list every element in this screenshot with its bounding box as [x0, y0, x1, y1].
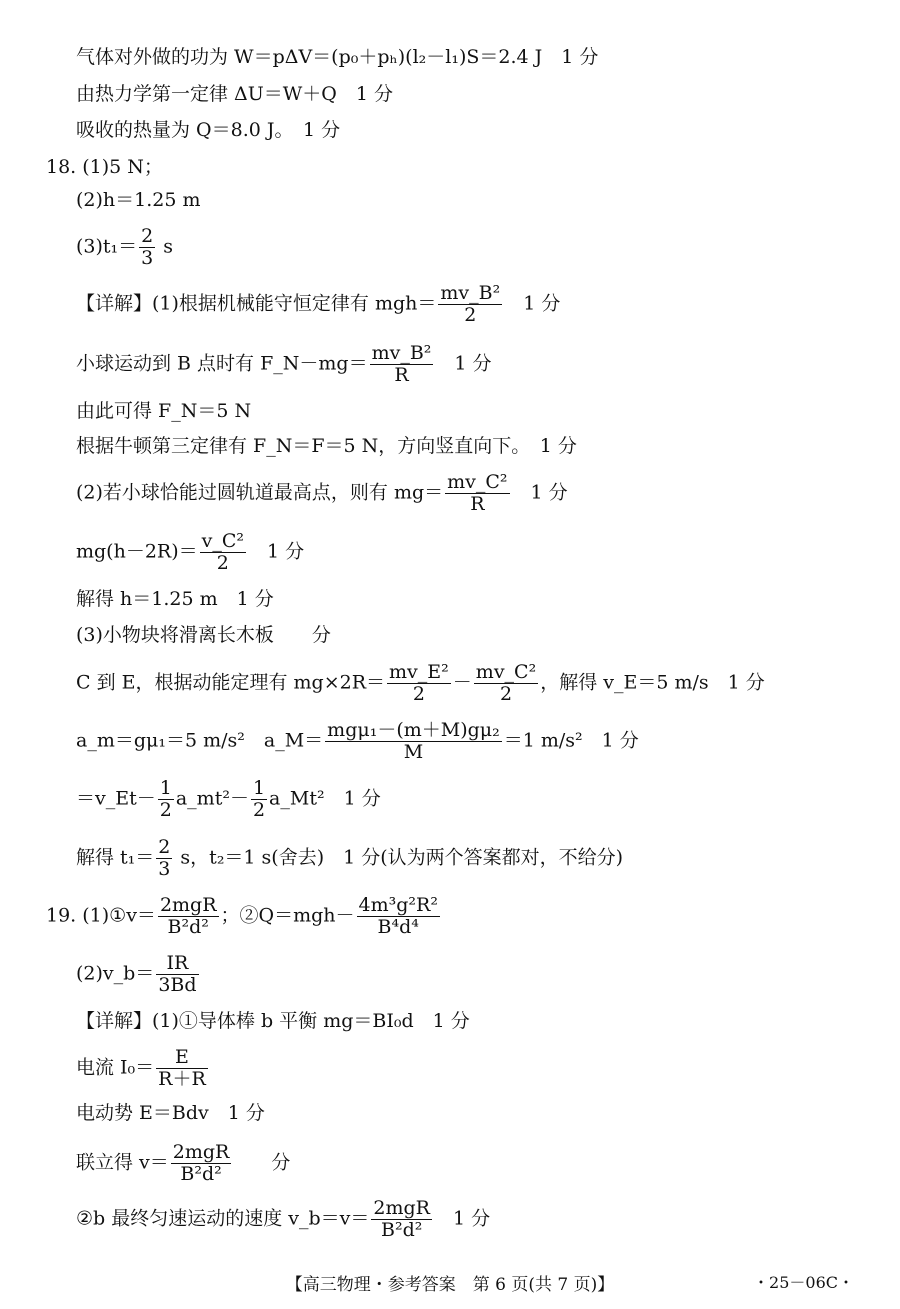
denominator: 2 — [412, 682, 425, 705]
text-line: 气体对外做的功为 W＝pΔV＝(p₀＋pₕ)(l₂－l₁)S＝2.4 J 1 分 — [76, 46, 599, 68]
numerator: mv_E² — [389, 661, 449, 683]
expr-text: ＝v_Et－ — [76, 787, 156, 810]
detail-line — [76, 472, 568, 515]
question-18-answer-3 — [76, 226, 173, 269]
detail-line — [76, 837, 623, 880]
detail-line — [76, 778, 381, 821]
expr-text: ；②Q＝mgh－ — [220, 904, 355, 927]
fraction — [139, 226, 155, 269]
denominator: B²d² — [381, 1218, 423, 1241]
expr-text: 1 分 — [248, 540, 305, 563]
fraction — [158, 778, 174, 821]
denominator: 2 — [252, 798, 266, 821]
denominator: 3 — [158, 857, 171, 880]
question-19-answer-2 — [76, 953, 201, 996]
fraction — [445, 472, 509, 515]
denominator: B²d² — [167, 915, 209, 938]
detail-line — [76, 531, 304, 574]
detail-line — [76, 1047, 210, 1090]
question-18-answer-1: 18. (1)5 N； — [46, 156, 163, 178]
denominator: R — [394, 363, 409, 386]
fraction — [158, 895, 219, 938]
fraction — [371, 1198, 432, 1241]
expr-text: ，解得 v_E＝5 m/s 1 分 — [540, 671, 765, 694]
numerator: IR — [156, 953, 198, 975]
denominator: 2 — [499, 682, 513, 705]
expr-text: a_mt²－ — [175, 787, 249, 810]
detail-line — [76, 720, 639, 763]
numerator: v_C² — [201, 530, 245, 552]
denominator: 3 — [141, 246, 154, 269]
exam-code: ・25－06C・ — [753, 1273, 854, 1292]
expr-text: 解得 t₁＝ — [76, 846, 155, 869]
expr-text: 1 分 — [435, 352, 492, 375]
text-line: 吸收的热量为 Q＝8.0 J。 1 分 — [76, 119, 341, 141]
denominator: 2 — [464, 303, 477, 326]
expr-text: 1 分 — [511, 481, 568, 504]
detail-line: 解得 h＝1.25 m 1 分 — [76, 588, 274, 610]
page-footer: 【高三物理・参考答案 第 6 页(共 7 页)】 — [285, 1275, 615, 1295]
numerator: 1 — [159, 777, 172, 799]
detail-line — [76, 283, 560, 326]
numerator: 2 — [158, 836, 171, 858]
expr-text: ＝1 m/s² 1 分 — [503, 729, 639, 752]
denominator: 2 — [216, 551, 229, 574]
detail-line — [76, 343, 492, 386]
numerator: 2 — [141, 225, 154, 247]
numerator: 2mgR — [373, 1197, 430, 1219]
denominator: 2 — [159, 798, 172, 821]
expr-text: 联立得 v＝ — [76, 1151, 169, 1174]
detail-line: 根据牛顿第三定律有 F_N＝F＝5 N，方向竖直向下。 1 分 — [76, 435, 577, 457]
fraction — [370, 343, 434, 386]
numerator: 4m³g²R² — [358, 894, 438, 916]
detail-line: (3)小物块将滑离长木板 分 — [76, 624, 331, 646]
detail-line: 由此可得 F_N＝5 N — [76, 400, 252, 422]
expr-text: 电流 I₀＝ — [76, 1056, 155, 1079]
fraction — [156, 837, 172, 880]
expr-text: 【详解】(1)根据机械能守恒定律有 mgh＝ — [76, 292, 437, 315]
numerator: mv_C² — [447, 471, 508, 493]
expr-text: a_m＝gμ₁＝5 m/s² a_M＝ — [76, 729, 324, 752]
expr-text: ②b 最终匀速运动的速度 v_b＝v＝ — [76, 1207, 370, 1230]
numerator: mv_B² — [440, 282, 501, 304]
fraction — [156, 953, 198, 996]
denominator: B²d² — [180, 1162, 222, 1185]
fraction — [251, 778, 267, 821]
denominator: B⁴d⁴ — [377, 915, 419, 938]
fraction — [438, 283, 502, 326]
fraction — [387, 662, 451, 705]
expr-text: 分 — [233, 1151, 291, 1174]
fraction — [200, 531, 246, 574]
expr-text: － — [452, 671, 472, 694]
expr-text: s — [157, 235, 174, 258]
text-line: 由热力学第一定律 ΔU＝W＋Q 1 分 — [76, 83, 394, 105]
expr-text: (2)v_b＝ — [76, 962, 155, 985]
numerator: 2mgR — [159, 894, 217, 916]
detail-line — [76, 1198, 490, 1241]
expr-text: (2)若小球恰能过圆轨道最高点，则有 mg＝ — [76, 481, 444, 504]
fraction — [357, 895, 440, 938]
expr-text: mg(h－2R)＝ — [76, 540, 198, 563]
expr-text: a_Mt² 1 分 — [269, 787, 381, 810]
question-19-answer-1 — [46, 895, 442, 938]
expr-text: 1 分 — [504, 292, 561, 315]
expr-text: 小球运动到 B 点时有 F_N－mg＝ — [76, 352, 368, 375]
numerator: mv_B² — [371, 342, 432, 364]
denominator: M — [403, 740, 424, 763]
expr-text: (3)t₁＝ — [76, 235, 138, 258]
detail-line — [76, 662, 765, 705]
numerator: mv_C² — [475, 661, 537, 683]
numerator: 1 — [252, 777, 266, 799]
numerator: 2mgR — [172, 1141, 230, 1163]
expr-text: s，t₂＝1 s(舍去) 1 分(认为两个答案都对，不给分) — [174, 846, 624, 869]
denominator: 3Bd — [158, 973, 197, 996]
denominator: R — [470, 492, 485, 515]
detail-line: 【详解】(1)①导体棒 b 平衡 mg＝BI₀d 1 分 — [76, 1010, 470, 1032]
detail-line — [76, 1142, 290, 1185]
detail-line: 电动势 E＝Bdv 1 分 — [76, 1102, 265, 1124]
denominator: R＋R — [158, 1067, 206, 1090]
fraction — [325, 720, 502, 763]
numerator: E — [156, 1047, 208, 1069]
numerator: mgμ₁－(m＋M)gμ₂ — [327, 719, 500, 741]
fraction — [171, 1142, 232, 1185]
fraction — [156, 1047, 208, 1090]
expr-text: 19. (1)①v＝ — [46, 904, 156, 927]
expr-text: C 到 E，根据动能定理有 mg×2R＝ — [76, 671, 386, 694]
question-18-answer-2: (2)h＝1.25 m — [76, 189, 201, 211]
fraction — [474, 662, 538, 705]
expr-text: 1 分 — [433, 1207, 491, 1230]
